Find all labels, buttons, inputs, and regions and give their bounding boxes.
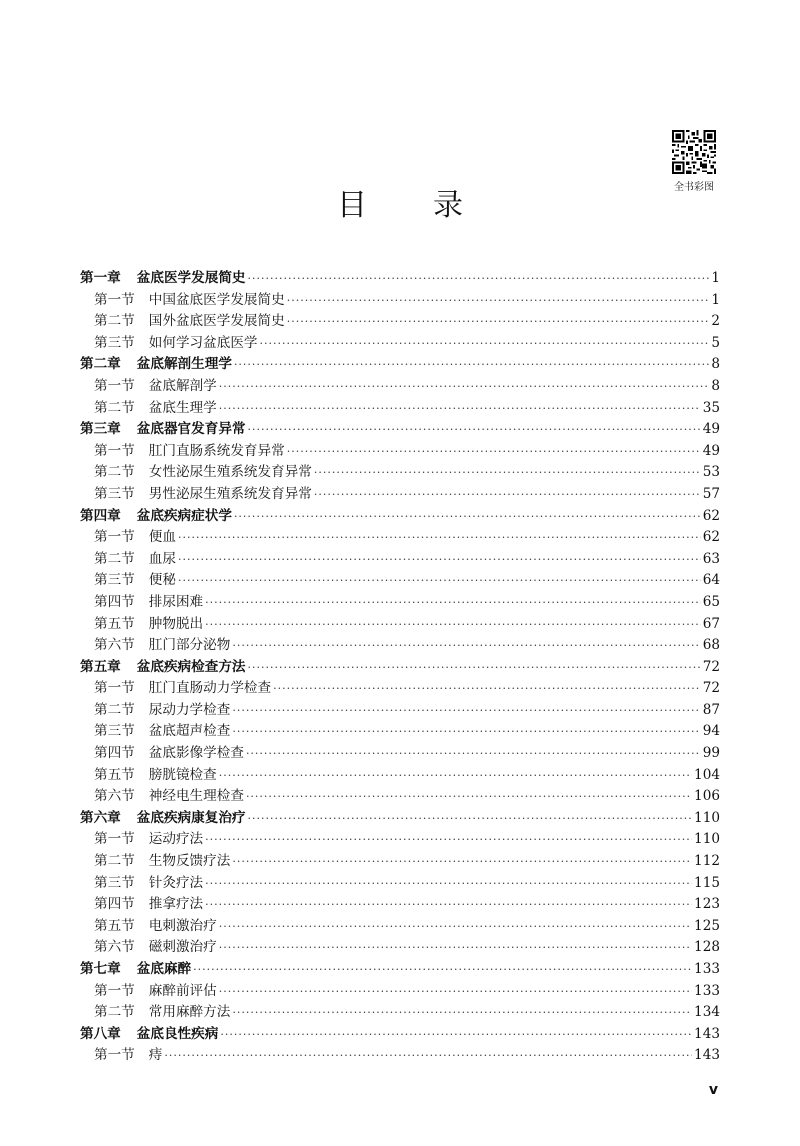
toc-entry-page: 110 bbox=[694, 809, 720, 826]
page-title: 目录 bbox=[337, 188, 529, 223]
toc-entry-title: 盆底疾病康复治疗 bbox=[136, 809, 246, 826]
toc-leader-dots bbox=[287, 290, 710, 312]
toc-leader-dots bbox=[234, 354, 709, 376]
toc-entry-number: 第二章 bbox=[80, 356, 121, 373]
toc-entry-number: 第一节 bbox=[94, 291, 135, 308]
toc-entry-number: 第一节 bbox=[94, 529, 135, 546]
toc-leader-dots bbox=[246, 786, 692, 808]
toc-entry-title: 生物反馈疗法 bbox=[148, 853, 231, 870]
toc-entry-title: 盆底疾病检查方法 bbox=[136, 658, 246, 675]
toc-leader-dots bbox=[287, 311, 710, 333]
toc-section-entry[interactable] bbox=[80, 873, 720, 895]
toc-entry-number: 第三节 bbox=[94, 723, 135, 740]
toc-entry-page: 143 bbox=[694, 1047, 720, 1064]
toc-entry-title: 常用麻醉方法 bbox=[148, 1004, 231, 1021]
toc-entry-page: 123 bbox=[694, 896, 720, 913]
toc-entry-number: 第六章 bbox=[80, 809, 121, 826]
toc-leader-dots bbox=[219, 937, 692, 959]
toc-entry-title: 肛门直肠系统发育异常 bbox=[148, 442, 285, 459]
toc-entry-title: 排尿困难 bbox=[148, 593, 204, 610]
toc-entry-page: 125 bbox=[694, 917, 720, 934]
page-number: v bbox=[708, 1082, 718, 1098]
toc-entry-title: 男性泌尿生殖系统发育异常 bbox=[148, 485, 312, 502]
toc-leader-dots bbox=[205, 894, 692, 916]
table-of-contents bbox=[80, 268, 720, 1067]
toc-entry-page: 110 bbox=[694, 831, 720, 848]
toc-entry-number: 第一节 bbox=[94, 680, 135, 697]
toc-entry-page: 67 bbox=[702, 615, 720, 632]
toc-entry-title: 针灸疗法 bbox=[148, 874, 204, 891]
toc-entry-page: 68 bbox=[702, 637, 720, 654]
toc-section-entry[interactable] bbox=[80, 851, 720, 873]
toc-leader-dots bbox=[232, 1002, 692, 1024]
toc-entry-number: 第五章 bbox=[80, 658, 121, 675]
toc-section-entry[interactable] bbox=[80, 678, 720, 700]
toc-leader-dots bbox=[219, 376, 710, 398]
toc-entry-number: 第二节 bbox=[94, 399, 135, 416]
toc-entry-page: 72 bbox=[702, 680, 720, 697]
toc-entry-page: 2 bbox=[711, 313, 720, 330]
toc-leader-dots bbox=[248, 419, 701, 441]
toc-chapter-entry[interactable] bbox=[80, 959, 720, 981]
toc-leader-dots bbox=[232, 851, 692, 873]
toc-entry-page: 8 bbox=[711, 356, 720, 373]
toc-chapter-entry[interactable] bbox=[80, 808, 720, 830]
toc-leader-dots bbox=[260, 333, 710, 355]
toc-entry-page: 64 bbox=[702, 572, 720, 589]
toc-leader-dots bbox=[287, 441, 701, 463]
toc-section-entry[interactable] bbox=[80, 894, 720, 916]
toc-section-entry[interactable] bbox=[80, 700, 720, 722]
toc-entry-title: 运动疗法 bbox=[148, 831, 204, 848]
toc-section-entry[interactable] bbox=[80, 1045, 720, 1067]
toc-leader-dots bbox=[219, 765, 692, 787]
toc-entry-title: 盆底解剖学 bbox=[148, 377, 217, 394]
toc-entry-title: 便血 bbox=[148, 529, 176, 546]
toc-leader-dots bbox=[248, 657, 701, 679]
toc-leader-dots bbox=[205, 873, 692, 895]
toc-entry-page: 8 bbox=[711, 377, 720, 394]
toc-section-entry[interactable] bbox=[80, 786, 720, 808]
toc-entry-number: 第六节 bbox=[94, 788, 135, 805]
toc-entry-title: 盆底超声检查 bbox=[148, 723, 231, 740]
toc-entry-page: 35 bbox=[702, 399, 720, 416]
toc-section-entry[interactable] bbox=[80, 462, 720, 484]
toc-entry-page: 1 bbox=[711, 270, 720, 286]
toc-leader-dots bbox=[219, 916, 692, 938]
toc-entry-page: 62 bbox=[702, 507, 720, 524]
toc-leader-dots bbox=[205, 614, 701, 636]
toc-leader-dots bbox=[205, 829, 692, 851]
toc-entry-title: 肛门直肠动力学检查 bbox=[148, 680, 272, 697]
toc-entry-title: 女性泌尿生殖系统发育异常 bbox=[148, 464, 312, 481]
toc-entry-number: 第二节 bbox=[94, 701, 135, 718]
toc-section-entry[interactable] bbox=[80, 549, 720, 571]
toc-entry-number: 第三节 bbox=[94, 572, 135, 589]
toc-section-entry[interactable] bbox=[80, 743, 720, 765]
toc-section-entry[interactable] bbox=[80, 333, 720, 355]
toc-leader-dots bbox=[219, 981, 692, 1003]
toc-entry-page: 5 bbox=[711, 334, 720, 351]
toc-entry-title: 尿动力学检查 bbox=[148, 701, 231, 718]
toc-entry-title: 血尿 bbox=[148, 550, 176, 567]
toc-entry-title: 膀胱镜检查 bbox=[148, 766, 217, 783]
toc-entry-title: 肛门部分泌物 bbox=[148, 637, 231, 654]
toc-entry-number: 第二节 bbox=[94, 464, 135, 481]
toc-entry-page: 99 bbox=[702, 745, 720, 762]
toc-entry-page: 49 bbox=[702, 421, 720, 438]
toc-section-entry[interactable] bbox=[80, 981, 720, 1003]
toc-entry-page: 128 bbox=[694, 939, 720, 956]
toc-section-entry[interactable] bbox=[80, 376, 720, 398]
toc-section-entry[interactable] bbox=[80, 765, 720, 787]
toc-entry-title: 如何学习盆底医学 bbox=[148, 334, 258, 351]
toc-section-entry[interactable] bbox=[80, 635, 720, 657]
toc-entry-page: 62 bbox=[702, 529, 720, 546]
toc-entry-number: 第八章 bbox=[80, 1025, 121, 1042]
toc-leader-dots bbox=[273, 678, 701, 700]
toc-entry-number: 第七章 bbox=[80, 961, 121, 977]
toc-entry-number: 第四章 bbox=[80, 507, 121, 524]
toc-section-entry[interactable] bbox=[80, 592, 720, 614]
toc-leader-dots bbox=[178, 549, 701, 571]
toc-entry-title: 盆底器官发育异常 bbox=[136, 421, 246, 438]
toc-leader-dots bbox=[193, 959, 692, 981]
qr-caption: 全书彩图 bbox=[674, 182, 714, 193]
toc-entry-number: 第二节 bbox=[94, 853, 135, 870]
toc-section-entry[interactable] bbox=[80, 916, 720, 938]
toc-entry-page: 115 bbox=[694, 874, 720, 891]
toc-entry-number: 第一节 bbox=[94, 831, 135, 848]
toc-leader-dots bbox=[314, 484, 701, 506]
toc-entry-number: 第六节 bbox=[94, 637, 135, 654]
toc-entry-number: 第五节 bbox=[94, 766, 135, 783]
toc-entry-page: 133 bbox=[694, 982, 720, 999]
toc-section-entry[interactable] bbox=[80, 398, 720, 420]
toc-entry-number: 第二节 bbox=[94, 313, 135, 330]
toc-entry-number: 第一节 bbox=[94, 377, 135, 394]
toc-entry-page: 49 bbox=[702, 442, 720, 459]
toc-section-entry[interactable] bbox=[80, 290, 720, 312]
toc-section-entry[interactable] bbox=[80, 441, 720, 463]
toc-entry-title: 盆底解剖生理学 bbox=[136, 356, 232, 373]
toc-entry-number: 第三章 bbox=[80, 421, 121, 438]
toc-chapter-entry[interactable] bbox=[80, 657, 720, 679]
toc-entry-page: 57 bbox=[702, 485, 720, 502]
toc-leader-dots bbox=[246, 743, 701, 765]
toc-entry-page: 1 bbox=[711, 291, 720, 308]
toc-entry-title: 盆底麻醉 bbox=[136, 961, 192, 977]
toc-entry-page: 94 bbox=[702, 723, 720, 740]
toc-chapter-entry[interactable] bbox=[80, 506, 720, 528]
toc-entry-title: 便秘 bbox=[148, 572, 176, 589]
toc-entry-page: 53 bbox=[702, 464, 720, 481]
toc-entry-title: 盆底生理学 bbox=[148, 399, 217, 416]
toc-entry-title: 肿物脱出 bbox=[148, 615, 204, 632]
toc-entry-page: 143 bbox=[694, 1025, 720, 1042]
qr-code-icon[interactable] bbox=[672, 130, 716, 174]
toc-leader-dots bbox=[234, 506, 701, 528]
toc-entry-number: 第六节 bbox=[94, 939, 135, 956]
toc-leader-dots bbox=[178, 527, 701, 549]
toc-section-entry[interactable] bbox=[80, 829, 720, 851]
toc-entry-number: 第四节 bbox=[94, 593, 135, 610]
toc-entry-page: 133 bbox=[694, 961, 720, 977]
toc-entry-number: 第一节 bbox=[94, 1047, 135, 1064]
toc-entry-page: 104 bbox=[694, 766, 720, 783]
toc-entry-title: 盆底医学发展简史 bbox=[136, 270, 246, 286]
toc-entry-title: 神经电生理检查 bbox=[148, 788, 244, 805]
toc-chapter-entry[interactable] bbox=[80, 1024, 720, 1046]
toc-entry-page: 63 bbox=[702, 550, 720, 567]
toc-leader-dots bbox=[232, 635, 700, 657]
toc-leader-dots bbox=[248, 808, 693, 830]
toc-entry-number: 第四节 bbox=[94, 896, 135, 913]
toc-entry-page: 112 bbox=[694, 853, 720, 870]
toc-leader-dots bbox=[314, 462, 701, 484]
toc-section-entry[interactable] bbox=[80, 484, 720, 506]
toc-entry-title: 国外盆底医学发展简史 bbox=[148, 313, 285, 330]
toc-section-entry[interactable] bbox=[80, 570, 720, 592]
toc-entry-number: 第三节 bbox=[94, 874, 135, 891]
toc-entry-title: 麻醉前评估 bbox=[148, 982, 217, 999]
toc-leader-dots bbox=[232, 721, 700, 743]
toc-leader-dots bbox=[205, 592, 701, 614]
toc-leader-dots bbox=[220, 1024, 692, 1046]
toc-entry-title: 盆底疾病症状学 bbox=[136, 507, 232, 524]
toc-entry-title: 推拿疗法 bbox=[148, 896, 204, 913]
toc-entry-number: 第三节 bbox=[94, 485, 135, 502]
toc-entry-number: 第二节 bbox=[94, 550, 135, 567]
toc-entry-number: 第二节 bbox=[94, 1004, 135, 1021]
toc-entry-number: 第五节 bbox=[94, 917, 135, 934]
toc-entry-title: 中国盆底医学发展简史 bbox=[148, 291, 285, 308]
toc-entry-number: 第四节 bbox=[94, 745, 135, 762]
toc-entry-number: 第五节 bbox=[94, 615, 135, 632]
toc-entry-title: 盆底影像学检查 bbox=[148, 745, 244, 762]
toc-leader-dots bbox=[248, 268, 710, 290]
toc-leader-dots bbox=[178, 570, 701, 592]
toc-section-entry[interactable] bbox=[80, 527, 720, 549]
toc-entry-page: 65 bbox=[702, 593, 720, 610]
toc-entry-number: 第三节 bbox=[94, 334, 135, 351]
toc-chapter-entry[interactable] bbox=[80, 268, 720, 290]
toc-entry-number: 第一章 bbox=[80, 270, 121, 286]
toc-entry-title: 痔 bbox=[148, 1047, 163, 1064]
toc-entry-page: 106 bbox=[694, 788, 720, 805]
toc-section-entry[interactable] bbox=[80, 721, 720, 743]
toc-entry-title: 盆底良性疾病 bbox=[136, 1025, 219, 1042]
toc-leader-dots bbox=[164, 1045, 692, 1067]
toc-entry-number: 第一节 bbox=[94, 442, 135, 459]
toc-section-entry[interactable] bbox=[80, 937, 720, 959]
toc-leader-dots bbox=[219, 398, 701, 420]
toc-section-entry[interactable] bbox=[80, 311, 720, 333]
toc-entry-title: 磁刺激治疗 bbox=[148, 939, 217, 956]
toc-section-entry[interactable] bbox=[80, 614, 720, 636]
toc-chapter-entry[interactable] bbox=[80, 419, 720, 441]
toc-entry-title: 电刺激治疗 bbox=[148, 917, 217, 934]
toc-section-entry[interactable] bbox=[80, 1002, 720, 1024]
toc-entry-page: 134 bbox=[694, 1004, 720, 1021]
toc-chapter-entry[interactable] bbox=[80, 354, 720, 376]
toc-entry-number: 第一节 bbox=[94, 982, 135, 999]
toc-entry-page: 87 bbox=[702, 701, 720, 718]
toc-entry-page: 72 bbox=[702, 658, 720, 675]
toc-leader-dots bbox=[232, 700, 700, 722]
